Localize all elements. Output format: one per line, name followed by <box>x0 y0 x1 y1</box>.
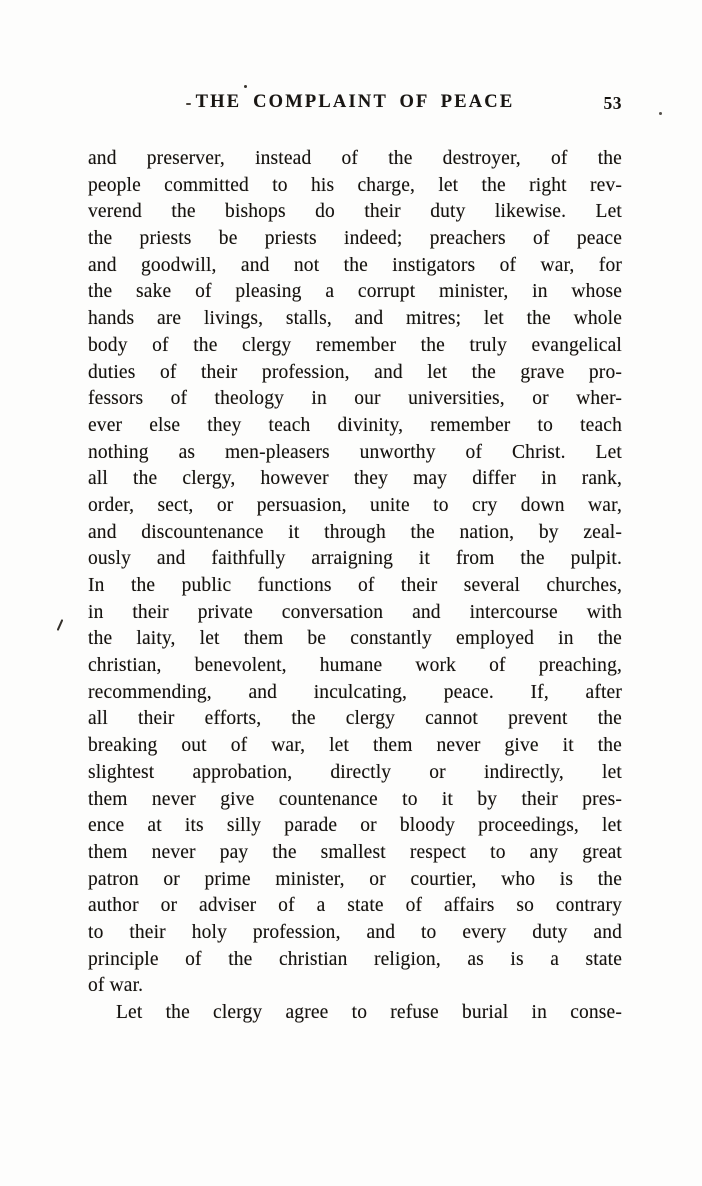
text-line: ever else they teach divinity, remember to teach <box>88 414 622 436</box>
text-line: nothing as men-pleasers unworthy of Christ. Let <box>88 441 622 463</box>
text-line: breaking out of war, let them never give it the <box>88 735 622 757</box>
text-line: verend the bishops do their duty likewise. Let <box>88 201 622 223</box>
text-line: and preserver, instead of the destroyer, of the <box>88 148 622 169</box>
ink-speck <box>659 112 662 115</box>
ink-speck <box>244 85 247 88</box>
text-line: order, sect, or persuasion, unite to cry down war, <box>88 494 622 516</box>
text-line: Let the clergy agree to refuse burial in conse- <box>116 1002 622 1023</box>
body-text <box>88 146 622 1027</box>
text-line: the laity, let them be constantly employed in the <box>88 628 622 650</box>
text-line: the priests be priests indeed; preachers of peace <box>88 228 622 250</box>
page-number: 53 <box>603 93 622 113</box>
text-line: the sake of pleasing a corrupt minister, in whose <box>88 281 622 303</box>
text-line: In the public functions of their several churches, <box>88 575 622 596</box>
text-line: body of the clergy remember the truly evangelical <box>88 334 622 356</box>
ink-speck <box>186 103 191 105</box>
text-line: fessors of theology in our universities, or wher- <box>88 388 622 410</box>
text-line: and discountenance it through the nation, by zeal- <box>88 521 622 543</box>
text-line: them never give countenance to it by their pres- <box>88 788 622 810</box>
text-line: to their holy profession, and to every duty and <box>88 921 622 943</box>
text-line: all their efforts, the clergy cannot prevent the <box>88 708 622 730</box>
text-line: ence at its silly parade or bloody proceedings, let <box>88 815 622 837</box>
text-line: duties of their profession, and let the grave pro- <box>88 361 622 383</box>
text-line: principle of the christian religion, as is a state <box>88 948 622 970</box>
text-line: in their private conversation and intercourse with <box>88 601 622 623</box>
page-header <box>88 92 622 116</box>
text-line: and goodwill, and not the instigators of war, for <box>88 254 622 276</box>
text-line: recommending, and inculcating, peace. If, after <box>88 681 622 703</box>
text-line: author or adviser of a state of affairs so contrary <box>88 895 622 917</box>
text-line: all the clergy, however they may differ in rank, <box>88 468 622 490</box>
text-line: christian, benevolent, humane work of preaching, <box>88 655 622 677</box>
text-line: of war. <box>88 975 144 997</box>
text-line: people committed to his charge, let the right rev- <box>88 174 622 196</box>
text-line: hands are livings, stalls, and mitres; let the whole <box>88 308 622 330</box>
stray-margin-mark <box>57 619 64 631</box>
text-line: them never pay the smallest respect to any great <box>88 841 622 863</box>
running-title: THE COMPLAINT OF PEACE <box>195 92 515 112</box>
text-line: ously and faithfully arraigning it from the pulpit. <box>88 548 622 570</box>
text-line: slightest approbation, directly or indirectly, let <box>88 761 622 783</box>
text-line: patron or prime minister, or courtier, who is the <box>88 868 622 890</box>
